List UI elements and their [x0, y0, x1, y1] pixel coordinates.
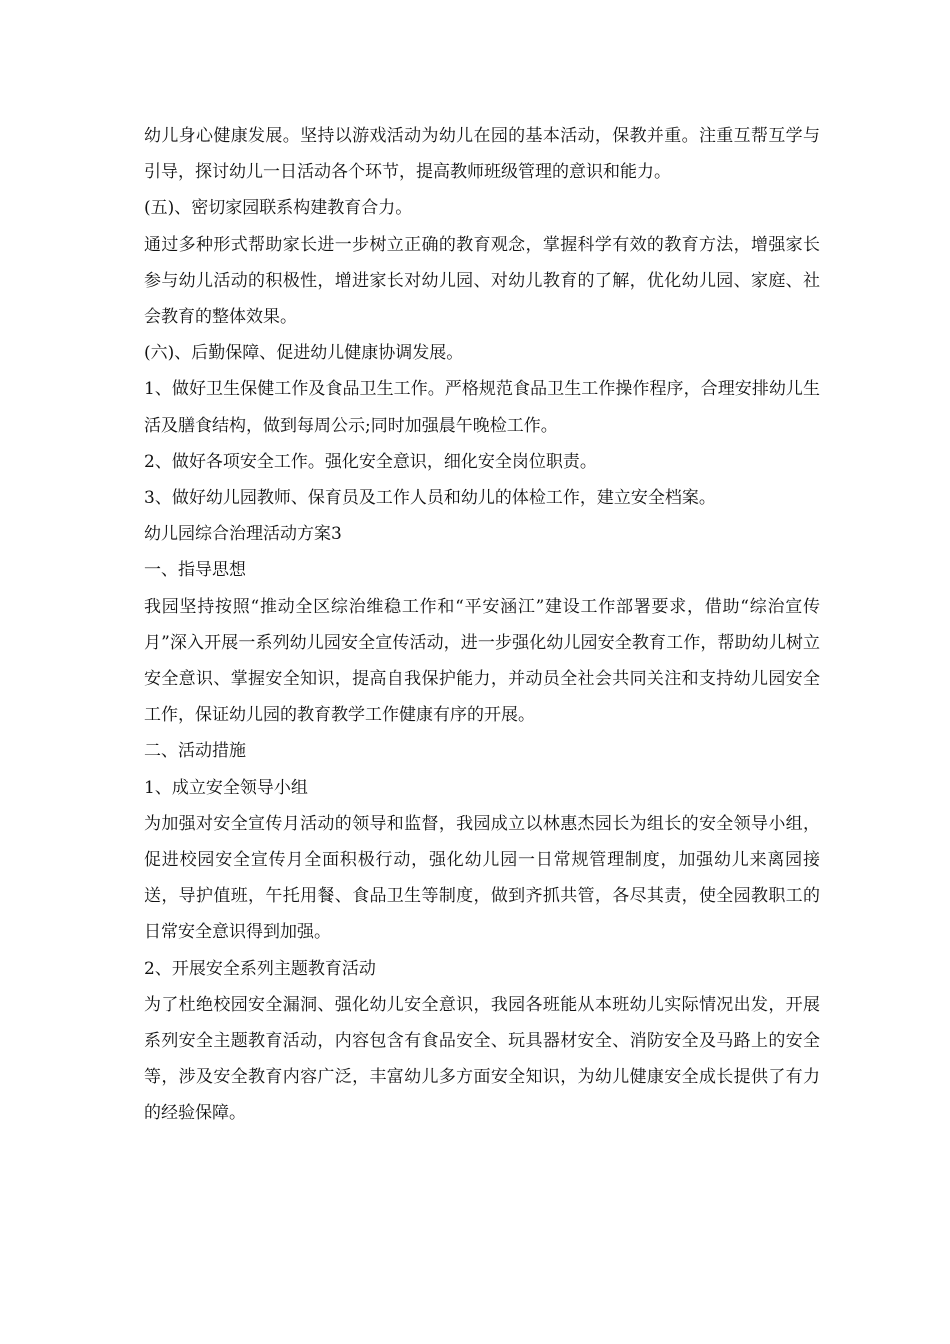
document-body [144, 118, 820, 1132]
list-item-safety-work: 2、做好各项安全工作。强化安全意识，细化安全岗位职责。 [144, 451, 597, 472]
section-title-plan-3: 幼儿园综合治理活动方案3 [144, 524, 342, 545]
paragraph-safety-themes: 为了杜绝校园安全漏洞、强化幼儿安全意识，我园各班能从本班幼儿实际情况出发，开展系列安全主题教育活动，内容包含有食品安全、玩具器材安全、消防安全及马路上的安全等，涉及安全教育内容广泛，丰富幼儿多方面安全知识，为幼儿健康安全成长提供了有力的经验保障。 [144, 994, 820, 1124]
heading-guiding-ideology: 一、指导思想 [144, 560, 246, 581]
paragraph-parent-education: 通过多种形式帮助家长进一步树立正确的教育观念，掌握科学有效的教育方法，增强家长参与幼儿活动的积极性，增进家长对幼儿园、对幼儿教育的了解，优化幼儿园、家庭、社会教育的整体效果。 [144, 234, 820, 328]
heading-home-school-cooperation: (五)、密切家园联系构建教育合力。 [144, 198, 413, 219]
subheading-safety-themes: 2、开展安全系列主题教育活动 [144, 958, 376, 979]
heading-logistics-support: (六)、后勤保障、促进幼儿健康协调发展。 [144, 343, 464, 364]
subheading-safety-leadership: 1、成立安全领导小组 [144, 777, 308, 798]
paragraph-guiding-ideology: 我园坚持按照“推动全区综治维稳工作和“平安涵江”建设工作部署要求，借助“综治宣传月”深入开展一系列幼儿园安全宣传活动，进一步强化幼儿园安全教育工作，帮助幼儿树立安全意识、掌握安全知识，提高自我保护能力，并动员全社会共同关注和支持幼儿园安全工作，保证幼儿园的教育教学工作健康有序的开展。 [144, 596, 820, 726]
paragraph-continued-development: 幼儿身心健康发展。坚持以游戏活动为幼儿在园的基本活动，保教并重。注重互帮互学与引导，探讨幼儿一日活动各个环节，提高教师班级管理的意识和能力。 [144, 126, 820, 183]
list-item-health-check: 3、做好幼儿园教师、保育员及工作人员和幼儿的体检工作，建立安全档案。 [144, 488, 716, 509]
list-item-health-food: 1、做好卫生保健工作及食品卫生工作。严格规范食品卫生工作操作程序，合理安排幼儿生活及膳食结构，做到每周公示;同时加强晨午晚检工作。 [144, 379, 820, 436]
heading-activity-measures: 二、活动措施 [144, 741, 246, 762]
paragraph-safety-leadership: 为加强对安全宣传月活动的领导和监督，我园成立以林惠杰园长为组长的安全领导小组，促进校园安全宣传月全面积极行动，强化幼儿园一日常规管理制度，加强幼儿来离园接送，导护值班，午托用餐、食品卫生等制度，做到齐抓共管，各尽其责，使全园教职工的日常安全意识得到加强。 [144, 813, 820, 943]
